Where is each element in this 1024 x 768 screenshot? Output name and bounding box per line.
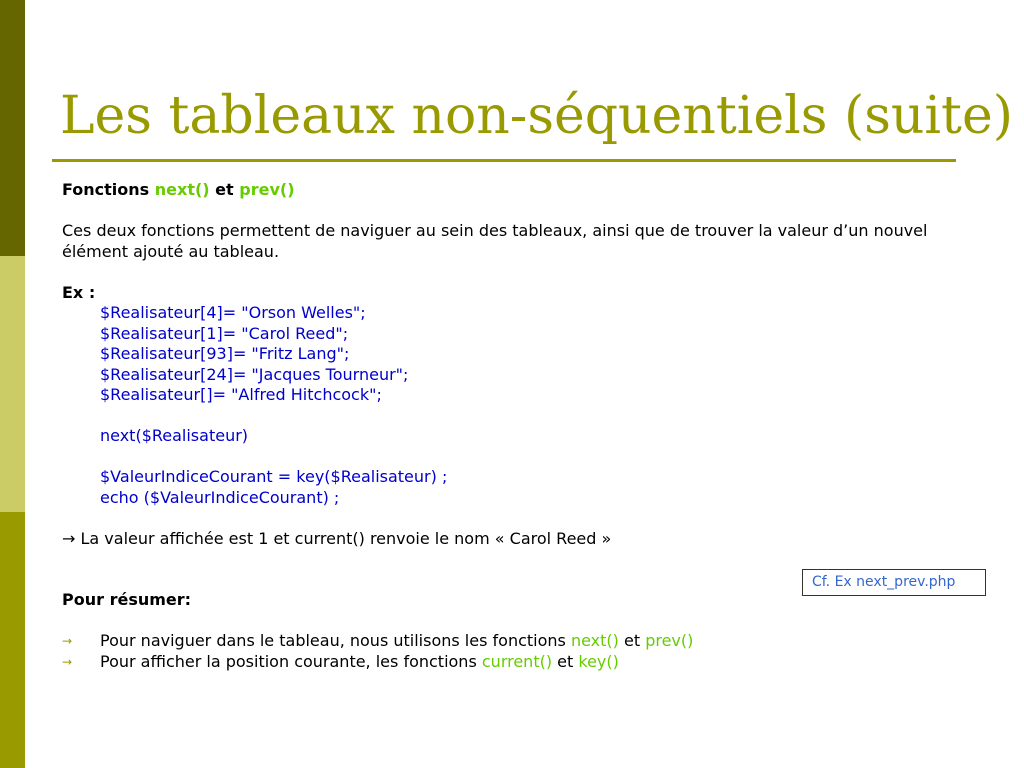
- bullet-text: Pour afficher la position courante, les fonctions: [100, 651, 482, 671]
- heading-fn-next: next(): [154, 180, 210, 199]
- section-heading: [62, 180, 942, 201]
- arrow-bullet-icon: →: [62, 654, 73, 669]
- bullet-mid: et: [552, 651, 579, 671]
- heading-prefix: Fonctions: [62, 180, 155, 199]
- result-line: [62, 529, 942, 550]
- bullet-fn: next(): [570, 631, 619, 650]
- code-line-next: next($Realisateur): [100, 426, 249, 445]
- spacer: [62, 447, 942, 468]
- code-line: $Realisateur[]= "Alfred Hitchcock";: [100, 385, 382, 404]
- spacer: [62, 201, 942, 222]
- reference-box: Cf. Ex next_prev.php: [802, 569, 986, 596]
- spacer: [62, 611, 942, 632]
- code-line: $Realisateur[1]= "Carol Reed";: [100, 323, 349, 343]
- code-line: $Realisateur[4]= "Orson Welles";: [100, 303, 366, 322]
- summary-bullet: [62, 652, 942, 673]
- bullet-fn: current(): [481, 651, 553, 671]
- left-bar-bottom: [0, 512, 25, 768]
- bullet-mid: et: [618, 631, 646, 650]
- code-line: $ValeurIndiceCourant = key($Realisateur) ;: [100, 467, 448, 486]
- spacer: [62, 406, 942, 427]
- spacer: [62, 508, 942, 529]
- bullet-text: Pour naviguer dans le tableau, nous utilisons les fonctions: [100, 631, 571, 650]
- arrow-bullet-icon: →: [62, 634, 73, 648]
- heading-fn-prev: prev(): [239, 180, 295, 199]
- summary-label: Pour résumer:: [62, 590, 192, 609]
- code-line: echo ($ValeurIndiceCourant) ;: [100, 487, 340, 507]
- code-line: $Realisateur[24]= "Jacques Tourneur";: [100, 364, 409, 384]
- slide-title: Les tableaux non-séquentiels (suite): [60, 86, 1014, 146]
- code-line: $Realisateur[93]= "Fritz Lang";: [100, 344, 350, 363]
- slide-body: [62, 180, 942, 672]
- spacer: [62, 262, 942, 283]
- spacer: [62, 549, 942, 570]
- result-text: La valeur affichée est 1 et current() renvoie le nom « Carol Reed »: [75, 528, 612, 548]
- example-label: Ex :: [62, 282, 96, 302]
- title-underline: [52, 159, 956, 162]
- summary-bullet: [62, 631, 942, 652]
- intro-paragraph: Ces deux fonctions permettent de naviguer au sein des tableaux, ainsi que de trouver la valeur d’un nouvel élément ajouté au tableau.: [62, 221, 928, 261]
- bullet-fn: prev(): [645, 631, 694, 650]
- heading-mid: et: [209, 180, 240, 199]
- left-bar-middle: [0, 256, 25, 512]
- bullet-fn: key(): [578, 651, 619, 671]
- result-arrow-icon: →: [62, 528, 76, 548]
- left-bar-top: [0, 0, 25, 256]
